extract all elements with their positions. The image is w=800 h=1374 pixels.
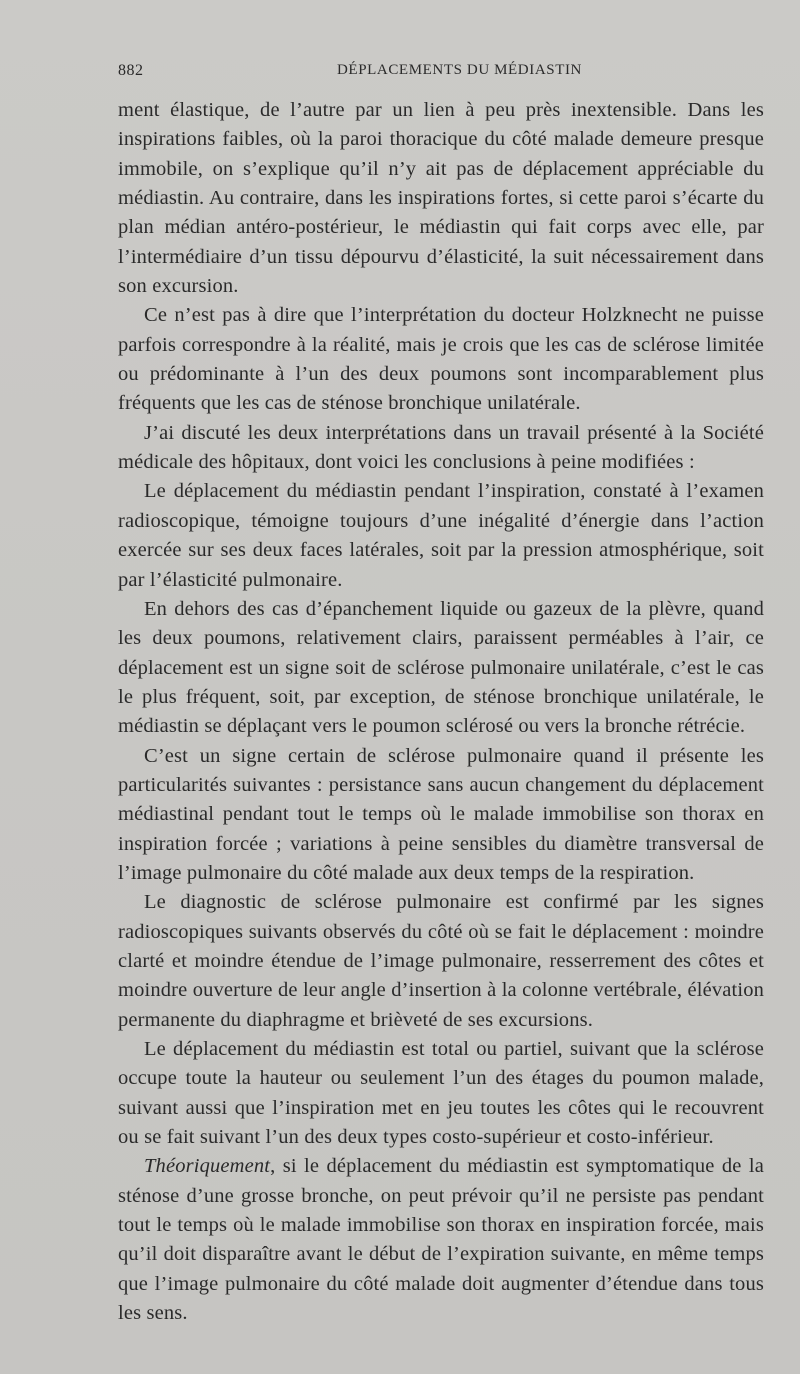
- running-header: [118, 62, 758, 86]
- paragraph: ment élastique, de l’autre par un lien à peu près inextensible. Dans les inspirations faibles, où la paroi thoracique du côté malade demeure presque immobile, on s’explique qu’il n’y ait pas de déplacement appréciable du médiastin. Au contraire, dans les inspirations fortes, si cette paroi s’écarte du plan médian antéro-postérieur, le médiastin qui fait corps avec elle, par l’intermédiaire d’un tissu dépourvu d’élasticité, la suit nécessairement dans son excursion.: [118, 99, 764, 298]
- paragraph-text: , si le déplacement du médiastin est symptomatique de la sténose d’une grosse bronche, on peut prévoir qu’il ne persiste pas pendant tout le temps où le malade immobilise son thorax en inspiration forcée, mais qu’il doit disparaître avant le début de l’expiration suivante, en même temps que l’image pulmonaire du côté malade doit augmenter d’étendue dans tous les sens.: [118, 1155, 764, 1325]
- paragraph: [118, 1152, 764, 1328]
- paragraph: J’ai discuté les deux interprétations dans un travail présenté à la Société médicale des hôpitaux, dont voici les conclusions à peine modifiées :: [118, 421, 764, 474]
- page-number: 882: [118, 62, 144, 79]
- paragraph: Ce n’est pas à dire que l’interprétation du docteur Holzknecht ne puisse parfois correspondre à la réalité, mais je crois que les cas de sclérose limitée ou prédominante à l’un des deux poumons sont incomparablement plus fréquents que les cas de sténose bronchique unilatérale.: [118, 304, 764, 415]
- paragraph: Le diagnostic de sclérose pulmonaire est confirmé par les signes radioscopiques suivants observés du côté où se fait le déplacement : moindre clarté et moindre étendue de l’image pulmonaire, resserrement des côtes et moindre ouverture de leur angle d’insertion à la colonne vertébrale, élévation permanente du diaphragme et brièveté de ses excursions.: [118, 891, 764, 1031]
- paragraph: C’est un signe certain de sclérose pulmonaire quand il présente les particularités suivantes : persistance sans aucun changement du déplacement médiastinal pendant tout le temps où le malade immobilise son thorax en inspiration forcée ; variations à peine sensibles du diamètre transversal de l’image pulmonaire du côté malade aux deux temps de la respiration.: [118, 744, 764, 884]
- paragraph: En dehors des cas d’épanchement liquide ou gazeux de la plèvre, quand les deux poumons, relativement clairs, paraissent perméables à l’air, ce déplacement est un signe soit de sclérose pulmonaire unilatérale, c’est le cas le plus fréquent, soit, par exception, de sténose bronchique unilatérale, le médiastin se déplaçant vers le poumon sclérosé ou vers la bronche rétrécie.: [118, 597, 764, 738]
- body-text: [118, 96, 764, 1328]
- paragraph: Le déplacement du médiastin est total ou partiel, suivant que la sclérose occupe toute la hauteur ou seulement l’un des étages du poumon malade, suivant aussi que l’inspiration met en jeu toutes les côtes qui le recouvrent ou se fait suivant l’un des deux types costo-supérieur et costo-inférieur.: [118, 1038, 764, 1149]
- paragraph: Le déplacement du médiastin pendant l’inspiration, constaté à l’examen radioscopique, témoigne toujours d’une inégalité d’énergie dans l’action exercée sur ses deux faces latérales, soit par la pression atmosphérique, soit par l’élasticité pulmonaire.: [118, 480, 764, 591]
- running-title: DÉPLACEMENTS DU MÉDIASTIN: [337, 62, 582, 78]
- italic-lead: Théoriquement: [144, 1155, 271, 1178]
